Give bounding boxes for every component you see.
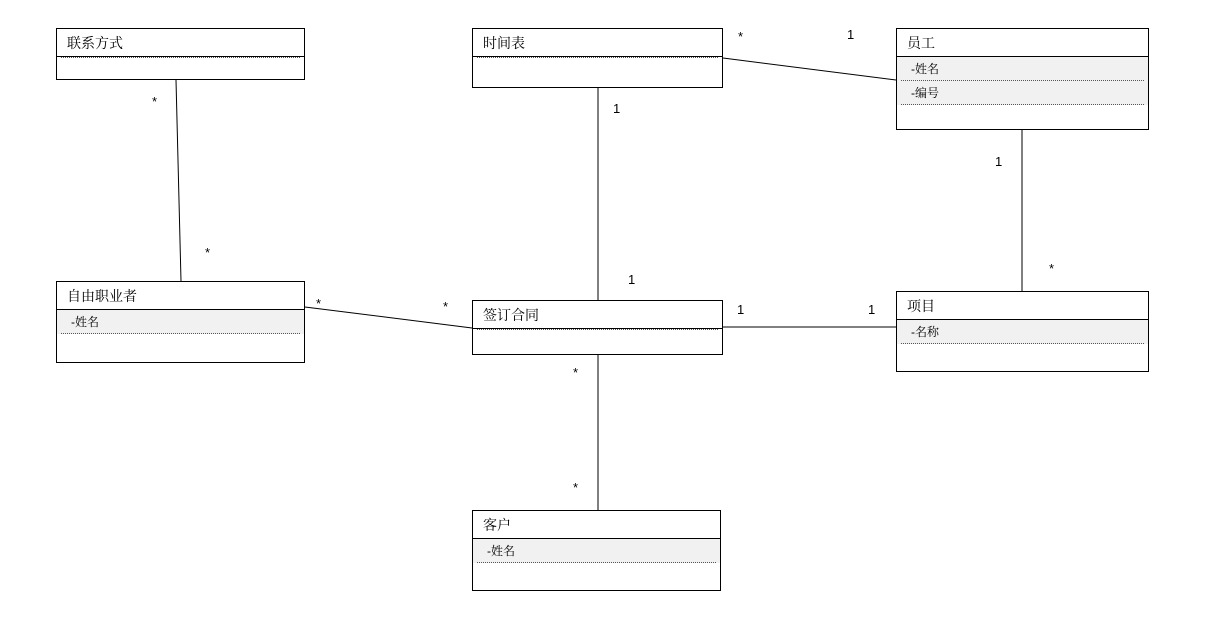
class-box-customer[interactable] bbox=[472, 510, 721, 591]
class-name-customer: 客户 bbox=[473, 511, 720, 538]
multiplicity-label: * bbox=[573, 365, 579, 380]
association-contact-freelancer bbox=[176, 80, 181, 281]
multiplicity-label: * bbox=[443, 299, 449, 314]
class-name-freelancer: 自由职业者 bbox=[57, 282, 304, 309]
multiplicity-label: 1 bbox=[628, 272, 636, 287]
class-box-freelancer[interactable] bbox=[56, 281, 305, 363]
class-box-timesheet[interactable] bbox=[472, 28, 723, 88]
class-name-timesheet: 时间表 bbox=[473, 29, 722, 56]
class-attribute: -名称 bbox=[911, 325, 939, 339]
class-attribute: -姓名 bbox=[71, 315, 99, 329]
association-timesheet-employee bbox=[723, 58, 896, 80]
attribute-divider bbox=[901, 343, 1144, 344]
class-name-contract: 签订合同 bbox=[473, 301, 722, 328]
multiplicity-label: * bbox=[1049, 261, 1055, 276]
class-name-employee: 员工 bbox=[897, 29, 1148, 56]
class-attribute: -姓名 bbox=[911, 62, 939, 76]
class-attributes-freelancer bbox=[57, 310, 304, 334]
class-box-contact[interactable] bbox=[56, 28, 305, 80]
multiplicity-label: * bbox=[152, 94, 158, 109]
multiplicity-label: 1 bbox=[737, 302, 745, 317]
class-empty-compartment bbox=[473, 330, 722, 338]
attribute-divider bbox=[901, 104, 1144, 105]
class-attributes-customer bbox=[473, 539, 720, 563]
class-attribute: -姓名 bbox=[487, 544, 515, 558]
multiplicity-label: * bbox=[738, 29, 744, 44]
multiplicity-label: 1 bbox=[868, 302, 876, 317]
multiplicity-label: * bbox=[573, 480, 579, 495]
multiplicity-label: * bbox=[205, 245, 211, 260]
multiplicity-label: * bbox=[316, 296, 322, 311]
multiplicity-label: 1 bbox=[613, 101, 621, 116]
class-empty-compartment bbox=[57, 58, 304, 66]
attribute-divider bbox=[477, 562, 716, 563]
class-box-employee[interactable] bbox=[896, 28, 1149, 130]
class-box-project[interactable] bbox=[896, 291, 1149, 372]
attribute-divider bbox=[61, 333, 300, 334]
class-attribute: -编号 bbox=[911, 86, 939, 100]
class-empty-compartment bbox=[473, 58, 722, 66]
multiplicity-label: 1 bbox=[847, 27, 855, 42]
multiplicity-label: 1 bbox=[995, 154, 1003, 169]
class-name-contact: 联系方式 bbox=[57, 29, 304, 56]
class-box-contract[interactable] bbox=[472, 300, 723, 355]
class-name-project: 项目 bbox=[897, 292, 1148, 319]
class-attributes-employee bbox=[897, 57, 1148, 105]
class-attributes-project bbox=[897, 320, 1148, 344]
